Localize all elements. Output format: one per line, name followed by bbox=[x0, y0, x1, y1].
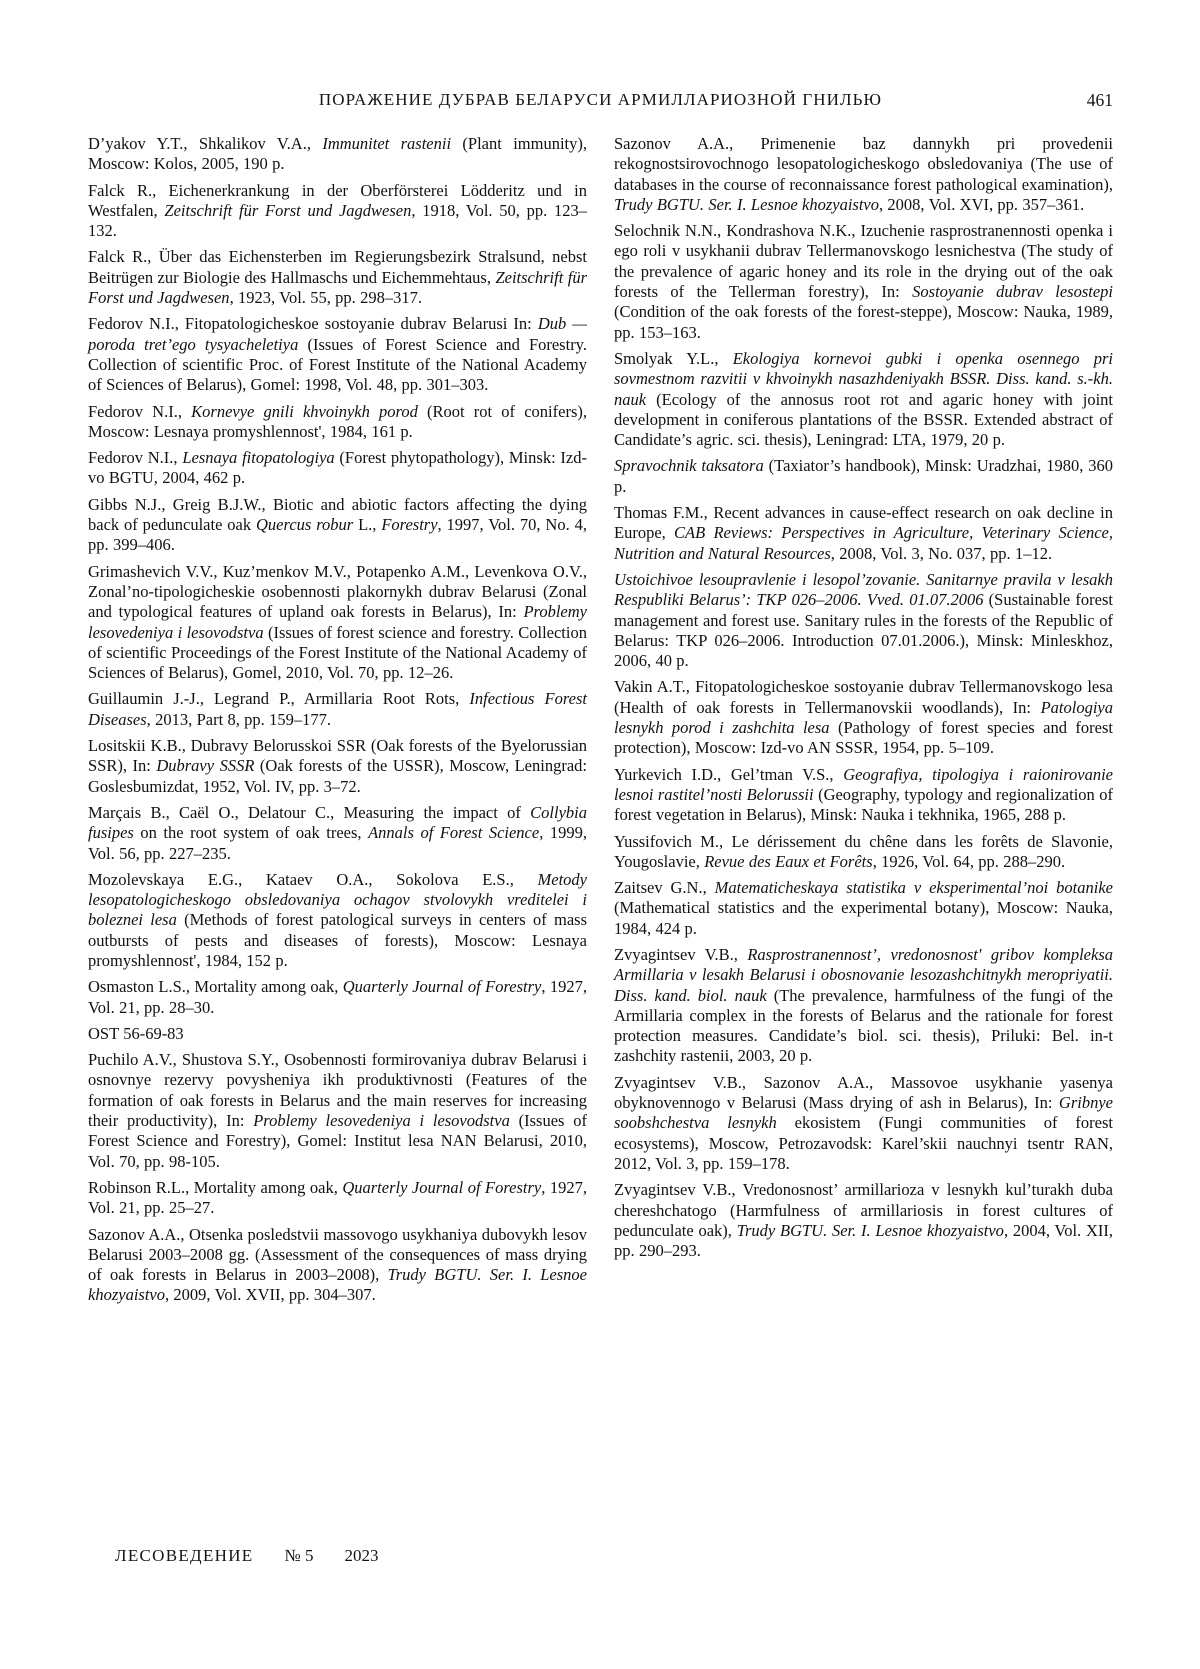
reference-italic-text: Trudy BGTU. Ser. I. Lesnoe khozyaistvo bbox=[614, 194, 879, 214]
reference-text: (Taxiator’s handbook), Minsk: Uradzhai, 1980, 360 p. bbox=[614, 456, 1114, 496]
reference-text: Zaitsev G.N., bbox=[614, 878, 715, 898]
reference-entry bbox=[88, 1178, 587, 1219]
reference-text: (Oak forests of the USSR), Moscow, Leningrad: Goslesbumizdat, 1952, Vol. IV, pp. 3–72. bbox=[88, 756, 587, 796]
reference-italic-text: Zeitschrift für Forst und Jagdwesen bbox=[88, 267, 587, 308]
reference-entry bbox=[614, 349, 1113, 450]
reference-entry bbox=[88, 1050, 587, 1172]
reference-entry bbox=[88, 134, 587, 175]
reference-italic-text: Lesnaya fitopatologiya bbox=[182, 448, 335, 468]
reference-text: (Sustainable forest management and forest use. Sanitary rules in the forests of the Republic of Belarus: TKP 026–2006. Introduction 07.01.2006.), Minsk: Minleskhoz, 2006, 40 p. bbox=[614, 590, 1114, 671]
reference-entry bbox=[614, 1073, 1113, 1174]
reference-text: Puchilo A.V., Shustova S.Y., Osobennosti formirovaniya dubrav Belarusi i osnovnye rezervy povysheniya ikh produktivnosti (Features of the formation of oak forests in Belarus and the main reserves for increasing their productivity), In: bbox=[88, 1050, 587, 1131]
reference-text: (Issues of forest science and forestry. Collection of scientific Proceedings of the Forest Institute of the National Academy of Sciences of Belarus), Gomel, 2010, Vol. 70, pp. 12–26. bbox=[88, 622, 587, 683]
reference-entry bbox=[88, 1225, 587, 1306]
reference-italic-text: Gribnye soobshchestva lesnykh bbox=[614, 1093, 1113, 1133]
reference-entry bbox=[614, 221, 1113, 343]
reference-text: Falck R., Über das Eichensterben im Regierungsbezirk Stralsund, nebst Beitrügen zur Biologie des Hallmaschs und Eichemmehtaus, bbox=[88, 247, 587, 287]
reference-text: ekosistem (Fungi communities of forest ecosystems), Moscow, Petrozavodsk: Karel’skii nauchnyi tsentr RAN, 2012, Vol. 3, pp. 159–178. bbox=[614, 1113, 1113, 1173]
reference-italic-text: Immunitet rastenii bbox=[322, 134, 452, 153]
reference-text: , 1997, Vol. 70, No. 4, pp. 399–406. bbox=[88, 515, 587, 555]
reference-entry bbox=[88, 689, 587, 730]
journal-issue-number: № 5 bbox=[284, 1546, 314, 1565]
reference-entry bbox=[88, 448, 587, 489]
reference-entry bbox=[88, 736, 587, 797]
reference-italic-text: Patologiya lesnykh porod i zashchita lesa bbox=[614, 697, 1113, 738]
reference-text: , 1927, Vol. 21, pp. 28–30. bbox=[88, 977, 587, 1017]
reference-entry bbox=[88, 562, 587, 684]
reference-text: (The prevalence, harmfulness of the fungi of the Armillaria complex in the forests of Belarus and the rationale for forest protection measures. Candidate’s biol. sci. thesis), Priluki: Bel. in-t zashchity rastenii, 2003, 20 p. bbox=[614, 985, 1113, 1066]
reference-text: Yurkevich I.D., Gel’tman V.S., bbox=[614, 764, 844, 784]
reference-text: (Forest phytopathology), Minsk: Izd-vo BGTU, 2004, 462 p. bbox=[88, 448, 587, 488]
reference-text: Zvyagintsev V.B., Vredonosnost’ armillarioza v lesnykh kul’turakh duba chereshchatogo (Harmfulness of armillariosis in forest cultures of pedunculate oak), bbox=[614, 1180, 1113, 1240]
reference-text: , 1927, Vol. 21, pp. 25–27. bbox=[88, 1177, 588, 1218]
reference-entry bbox=[614, 456, 1113, 497]
reference-text: Osmaston L.S., Mortality among oak, bbox=[88, 977, 343, 997]
reference-text: Thomas F.M., Recent advances in cause-effect research on oak decline in Europe, bbox=[614, 503, 1113, 543]
reference-text: Yussifovich M., Le dérissement du chêne dans les forêts de Slavonie, Yougoslavie, bbox=[614, 831, 1113, 871]
reference-italic-text: Ekologiya kornevoi gubki i openka osennego pri sovmestnom razvitii v khvoinykh nasazhdeniyakh BSSR. Diss. kand. s.-kh. nauk bbox=[614, 348, 1113, 409]
reference-italic-text: Dub — poroda tret’ego tysyacheletiya bbox=[88, 314, 587, 354]
reference-text: (Issues of Forest Science and Forestry. Collection of scientific Proc. of Forest Institute of the National Academy of Sciences of Belarus), Gomel: 1998, Vol. 48, pp. 301–303. bbox=[88, 334, 587, 395]
reference-text: Guillaumin J.-J., Legrand P., Armillaria Root Rots, bbox=[88, 689, 470, 709]
reference-italic-text: Zeitschrift für Forst und Jagdwesen bbox=[164, 200, 412, 220]
reference-text: , 2004, Vol. XII, pp. 290–293. bbox=[614, 1220, 1113, 1261]
reference-text: (Ecology of the annosus root rot and agaric honey with joint development in coniferous plantations of the BSSR. Extended abstract of Candidate’s agric. sci. thesis), Leningrad: LTA, 1979, 20 p. bbox=[614, 389, 1113, 450]
reference-italic-text: Sostoyanie dubrav lesostepi bbox=[912, 282, 1114, 302]
reference-entry bbox=[88, 247, 587, 308]
reference-text: , 1918, Vol. 50, pp. 123–132. bbox=[88, 200, 588, 241]
reference-text: (Condition of the oak forests of the forest-steppe), Moscow: Nauka, 1989, pp. 153–163. bbox=[614, 302, 1113, 342]
running-head-title: ПОРАЖЕНИЕ ДУБРАВ БЕЛАРУСИ АРМИЛЛАРИОЗНОЙ ГНИЛЬЮ bbox=[318, 90, 883, 109]
reference-text: , 2013, Part 8, pp. 159–177. bbox=[146, 709, 332, 729]
reference-entry bbox=[614, 1180, 1113, 1261]
reference-entry bbox=[614, 503, 1113, 564]
reference-entry bbox=[614, 134, 1113, 215]
reference-text: on the root system of oak trees, bbox=[133, 823, 369, 843]
reference-entry bbox=[614, 878, 1113, 939]
reference-text: Grimashevich V.V., Kuz’menkov M.V., Potapenko A.M., Levenkova O.V., Zonal’no-tipologicheskie osobennosti plakornykh dubrav Belarusi (Zonal and typological features of upland oak forests in Belarus), In: bbox=[88, 561, 587, 622]
reference-text: , 2008, Vol. 3, No. 037, pp. 1–12. bbox=[830, 543, 1053, 563]
reference-text: Smolyak Y.L., bbox=[614, 348, 733, 368]
references-column-right bbox=[614, 134, 1113, 1312]
reference-text: Fedorov N.I., bbox=[88, 448, 183, 468]
reference-text: Falck R., Eichenerkrankung in der Oberförsterei Lödderitz und in Westfalen, bbox=[88, 180, 587, 220]
journal-year: 2023 bbox=[344, 1546, 379, 1565]
reference-text: Marçais B., Caël O., Delatour C., Measuring the impact of bbox=[88, 802, 531, 822]
reference-entry bbox=[88, 495, 587, 556]
reference-italic-text: Annals of Forest Science bbox=[368, 823, 540, 843]
journal-name: ЛЕСОВЕДЕНИЕ bbox=[115, 1546, 254, 1565]
reference-text: (Methods of forest patological surveys in centers of mass outbursts of pests and diseases of forests), Moscow: Lesnaya promyshlennost', 1984, 152 p. bbox=[88, 910, 588, 970]
reference-italic-text: Matematicheskaya statistika v eksperimental’noi botanike bbox=[714, 878, 1113, 898]
reference-text: Robinson R.L., Mortality among oak, bbox=[88, 1177, 343, 1197]
reference-entry bbox=[614, 677, 1113, 758]
reference-text: , 2008, Vol. XVI, pp. 357–361. bbox=[878, 194, 1085, 214]
reference-text: (Issues of Forest Science and Forestry), Gomel: Institut lesa NAN Belarusi, 2010, Vol. 70, pp. 98-105. bbox=[88, 1111, 587, 1171]
reference-text: Mozolevskaya E.G., Kataev O.A., Sokolova E.S., bbox=[88, 869, 538, 889]
running-head bbox=[88, 90, 1113, 116]
reference-text: Lositskii K.B., Dubravy Belorusskoi SSR (Oak forests of the Byelorussian SSR), In: bbox=[88, 736, 587, 776]
reference-entry bbox=[88, 803, 587, 864]
page-number: 461 bbox=[1086, 90, 1113, 110]
reference-entry bbox=[614, 765, 1113, 826]
reference-entry bbox=[88, 870, 587, 971]
references-column-left bbox=[88, 134, 587, 1312]
reference-entry bbox=[88, 977, 587, 1018]
reference-text: (Pathology of forest species and forest protection), Moscow: Izd-vo AN SSSR, 1954, pp. 5–109. bbox=[614, 718, 1113, 758]
reference-entry bbox=[614, 570, 1113, 671]
reference-text: Selochnik N.N., Kondrashova N.K., Izuchenie rasprostranennosti openka i ego roli v usykhanii dubrav Tellermanovskogo lesnichestva (The study of the prevalence of agaric honey and its role in the drying out of the oak forests of the Tellerman forestry), In: bbox=[614, 221, 1113, 302]
reference-italic-text: Infectious Forest Diseases bbox=[88, 689, 587, 729]
reference-italic-text: Trudy BGTU. Ser. I. Lesnoe khozyaistvo bbox=[88, 1265, 587, 1305]
reference-italic-text: Quarterly Journal of Forestry bbox=[342, 977, 542, 997]
reference-text: OST 56-69-83 bbox=[88, 1023, 184, 1043]
reference-italic-text: Ustoichivoe lesoupravlenie i lesopol’zovanie. Sanitarnye pravila v lesakh Respubliki Belarus’: TKP 026–2006. Vved. 01.07.2006 bbox=[614, 569, 1113, 610]
reference-italic-text: Metody lesopatologicheskogo obsledovaniya ochagov stvolovykh vreditelei i boleznei lesa bbox=[88, 869, 587, 930]
reference-italic-text: Geografiya, tipologiya i raionirovanie lesnoi rastitel’nosti Belorussii bbox=[614, 764, 1113, 804]
reference-text: (Root rot of conifers), Moscow: Lesnaya promyshlennost', 1984, 161 p. bbox=[88, 401, 587, 441]
reference-text: Vakin A.T., Fitopatologicheskoe sostoyanie dubrav Tellermanovskogo lesa (Health of oak forests in Tellermanovskii woodlands), In: bbox=[614, 677, 1113, 717]
reference-text: D’yakov Y.T., Shkalikov V.A., bbox=[88, 134, 323, 153]
reference-italic-text: Kornevye gnili khvoinykh porod bbox=[191, 401, 418, 421]
journal-footer bbox=[115, 1546, 378, 1566]
reference-text: Zvyagintsev V.B., Sazonov A.A., Massovoe usykhanie yasenya obyknovennogo v Belarusi (Mass drying of ash in Belarus), In: bbox=[614, 1072, 1113, 1113]
reference-italic-text: Problemy lesovedeniya i lesovodstva bbox=[88, 602, 587, 642]
reference-entry bbox=[614, 832, 1113, 873]
reference-italic-text: Quarterly Journal of Forestry bbox=[342, 1177, 542, 1197]
reference-text: , 1923, Vol. 55, pp. 298–317. bbox=[229, 288, 423, 308]
reference-italic-text: Quercus robur bbox=[256, 515, 354, 535]
reference-text: Sazonov A.A., Otsenka posledstvii massovogo usykhaniya dubovykh lesov Belarusi 2003–2008 gg. (Assessment of the consequences of mass drying of oak forests in Belarus in 2003–2008), bbox=[88, 1224, 587, 1285]
reference-entry bbox=[88, 314, 587, 395]
reference-entry bbox=[88, 402, 587, 443]
reference-text: L., bbox=[353, 515, 382, 535]
references-section bbox=[88, 134, 1113, 1312]
reference-entry bbox=[88, 1024, 587, 1044]
reference-entry bbox=[88, 181, 587, 242]
reference-text: (Geography, typology and regionalization of forest vegetation in Belarus), Minsk: Nauka i tekhnika, 1965, 288 p. bbox=[614, 784, 1113, 825]
reference-text: Fedorov N.I., bbox=[88, 401, 192, 421]
reference-text: , 2009, Vol. XVII, pp. 304–307. bbox=[164, 1285, 376, 1305]
reference-italic-text: Collybia fusipes bbox=[88, 802, 587, 843]
reference-italic-text: Problemy lesovedeniya i lesovodstva bbox=[253, 1111, 510, 1131]
reference-text: (Plant immunity), Moscow: Kolos, 2005, 190 p. bbox=[88, 134, 587, 174]
reference-italic-text: Dubravy SSSR bbox=[156, 756, 255, 776]
reference-text: Fedorov N.I., Fitopatologicheskoe sostoyanie dubrav Belarusi In: bbox=[88, 314, 538, 334]
reference-italic-text: Revue des Eaux et Forêts bbox=[704, 851, 873, 871]
reference-text: (Mathematical statistics and the experimental botany), Moscow: Nauka, 1984, 424 p. bbox=[614, 898, 1113, 938]
reference-text: Gibbs N.J., Greig B.J.W., Biotic and abiotic factors affecting the dying back of pedunculate oak bbox=[88, 494, 587, 535]
reference-text: , 1926, Vol. 64, pp. 288–290. bbox=[872, 851, 1066, 871]
reference-entry bbox=[614, 945, 1113, 1067]
reference-text: , 1999, Vol. 56, pp. 227–235. bbox=[88, 823, 588, 863]
reference-italic-text: Trudy BGTU. Ser. I. Lesnoe khozyaistvo bbox=[736, 1220, 1004, 1240]
reference-italic-text: Rasprostranennost’, vredonosnost' gribov kompleksa Armillaria v lesakh Belarusi i obosnovanie lesozashchitnykh meropriyatii. Diss. kand. biol. nauk bbox=[614, 944, 1113, 1005]
reference-text: Zvyagintsev V.B., bbox=[614, 944, 748, 964]
reference-italic-text: CAB Reviews: Perspectives in Agriculture, Veterinary Science, Nutrition and Natural Resources bbox=[614, 523, 1113, 563]
reference-text: Sazonov A.A., Primenenie baz dannykh pri provedenii rekognostsirovochnogo lesopatologicheskogo obsledovaniya (The use of databases in the course of reconnaissance forest pathological examination), bbox=[614, 134, 1113, 194]
reference-italic-text: Spravochnik taksatora bbox=[614, 456, 764, 476]
reference-italic-text: Forestry bbox=[381, 515, 438, 535]
